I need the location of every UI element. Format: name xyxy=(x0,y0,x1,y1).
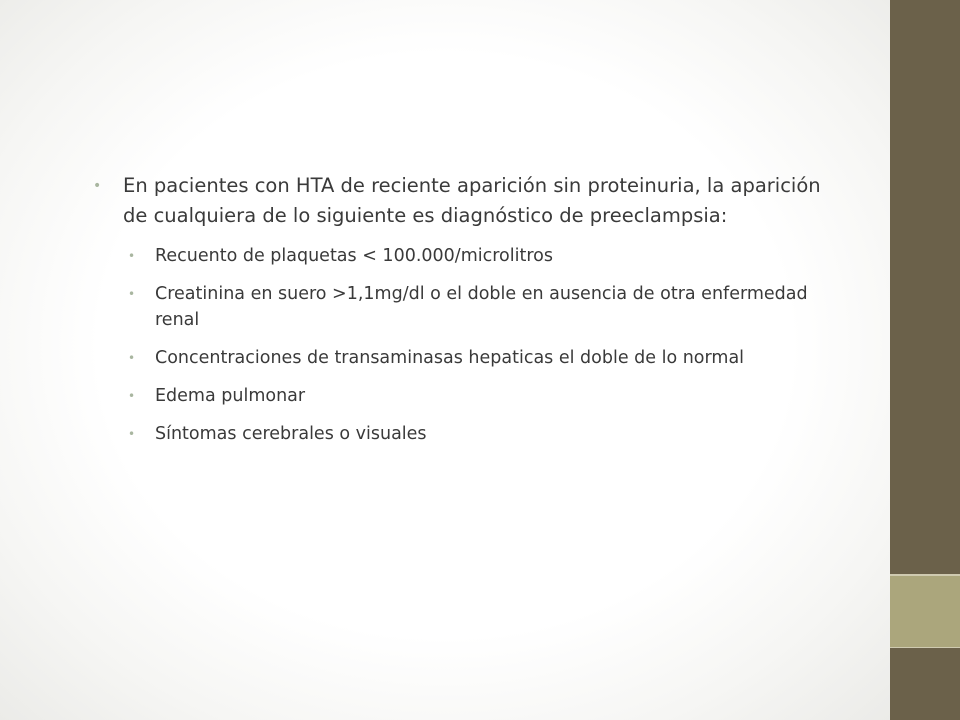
sub-bullet-item xyxy=(93,421,823,447)
sub-bullet-item xyxy=(93,345,823,371)
sub-bullet-item xyxy=(93,383,823,409)
bullet-dot-icon: • xyxy=(128,287,136,301)
sidebar-bottom-band xyxy=(890,648,960,720)
sub-bullet-item xyxy=(93,281,823,333)
sidebar-middle-band xyxy=(890,576,960,648)
bullet-dot-icon: • xyxy=(128,249,136,263)
main-bullet-item xyxy=(93,171,823,231)
bullet-dot-icon: • xyxy=(128,427,136,441)
sub-bullet-list xyxy=(93,243,823,447)
bullet-dot-icon: • xyxy=(93,178,102,194)
main-bullet-text: En pacientes con HTA de reciente aparición sin proteinuria, la aparición de cualquiera de lo siguiente es diagnóstico de preeclampsia: xyxy=(123,174,821,227)
decorative-sidebar xyxy=(890,0,960,720)
bullet-dot-icon: • xyxy=(128,389,136,403)
sub-bullet-text: Creatinina en suero >1,1mg/dl o el doble en ausencia de otra enfermedad renal xyxy=(155,284,808,330)
sub-bullet-text: Recuento de plaquetas < 100.000/microlitros xyxy=(155,246,553,266)
bullet-dot-icon: • xyxy=(128,351,136,365)
sub-bullet-text: Concentraciones de transaminasas hepaticas el doble de lo normal xyxy=(155,348,745,368)
sub-bullet-item xyxy=(93,243,823,269)
sidebar-top-band xyxy=(890,0,960,576)
sub-bullet-text: Síntomas cerebrales o visuales xyxy=(155,424,427,444)
sub-bullet-text: Edema pulmonar xyxy=(155,386,306,406)
slide-content xyxy=(93,171,823,459)
